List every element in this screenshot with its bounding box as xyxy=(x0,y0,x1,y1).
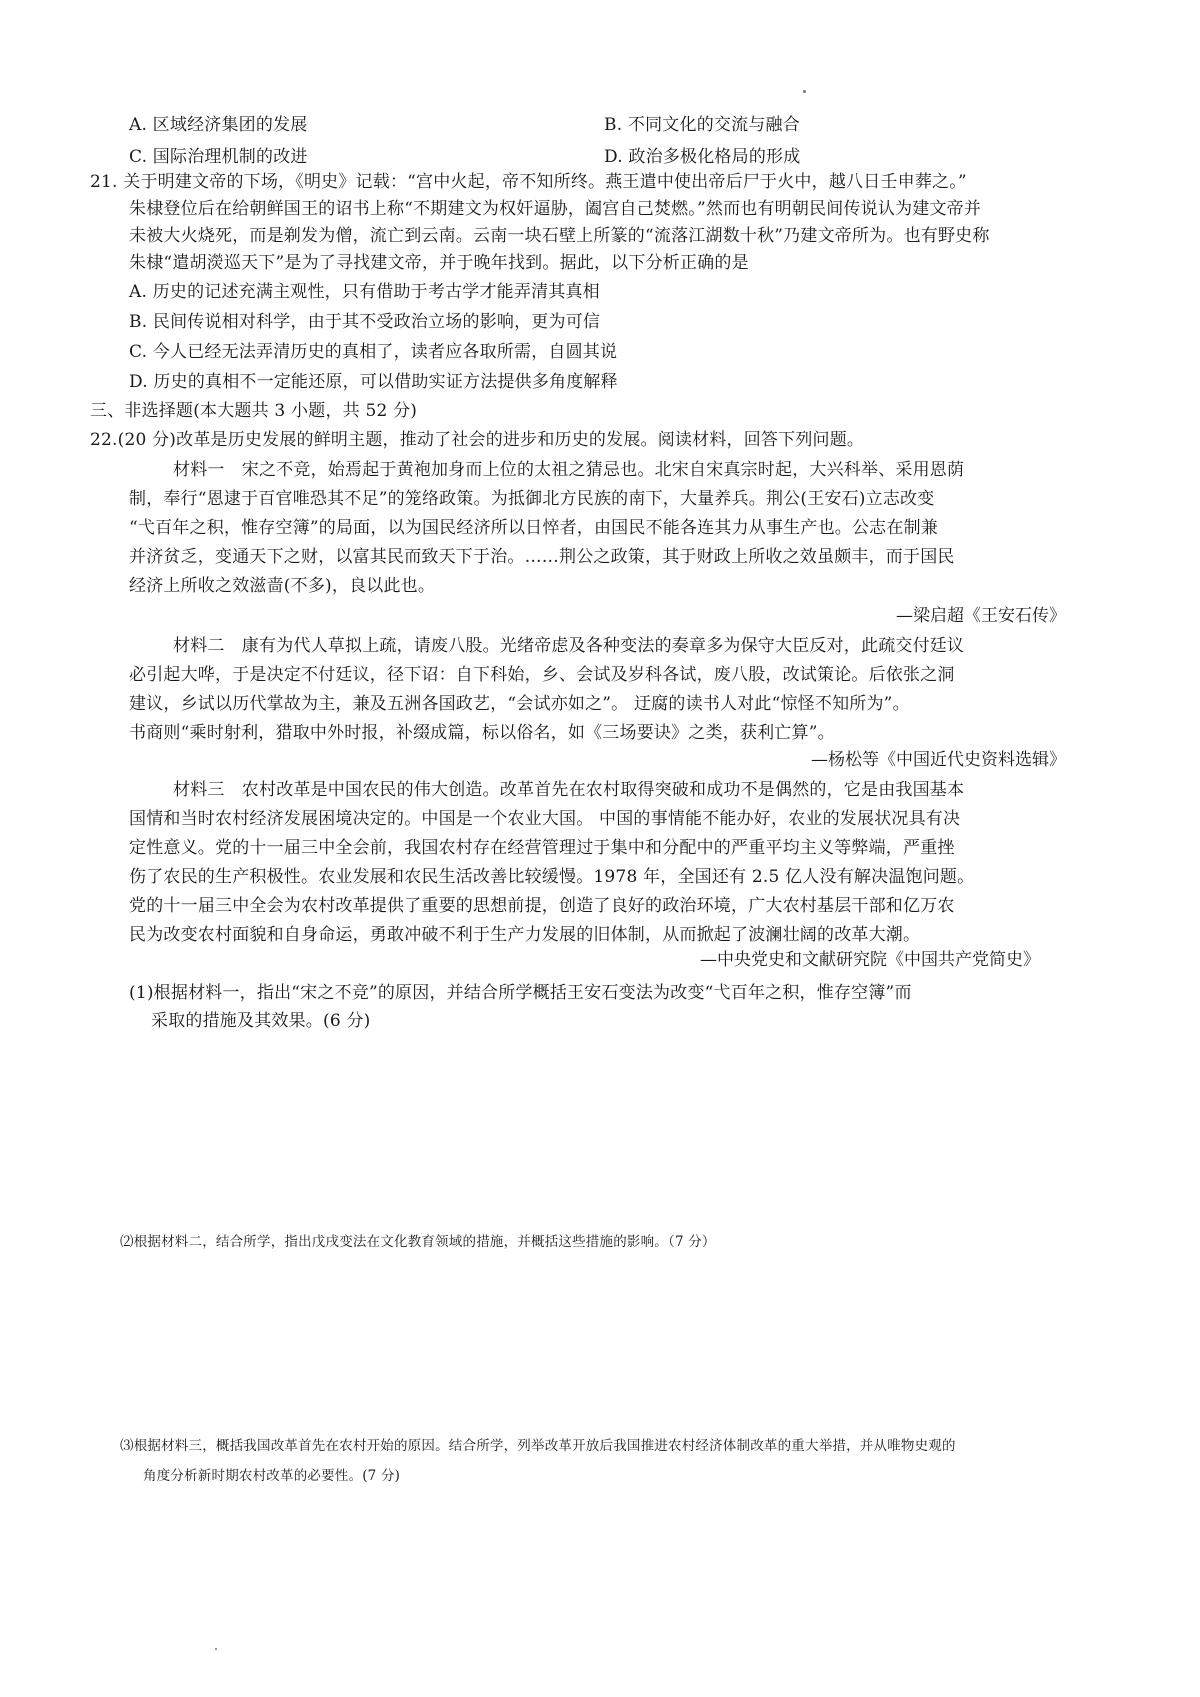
sub-question-3: ⑶根据材料三，概括我国改革首先在农村开始的原因。结合所学，列举改革开放后我国推进农村经济体制改革的重大举措，并从唯物史观的 xyxy=(120,1438,956,1454)
scan-speck xyxy=(803,90,806,93)
material1-line: “弋百年之积，惟存空簿”的局面，以为国民经济所以日悴者，由国民不能各连其力从事生产也。公志在制兼 xyxy=(129,518,938,538)
q20-option-a: A. 区域经济集团的发展 xyxy=(129,115,308,135)
material2-line: 必引起大哗，于是决定不付廷议，径下诏：自下科始，乡、会试及岁科各试，废八股，改试策论。后依张之洞 xyxy=(129,665,955,685)
sub-question-1: (1)根据材料一，指出“宋之不竞”的原因，并结合所学概括王安石变法为改变“弋百年之积，惟存空簿”而 xyxy=(129,983,912,1003)
material3-line: 国情和当时农村经济发展困境决定的。中国是一个农业大国。 中国的事情能不能办好，农业的发展状况具有决 xyxy=(129,809,961,829)
section-title: 三、非选择题(本大题共 3 小题，共 52 分) xyxy=(90,401,418,421)
material3-line: 党的十一届三中全会为农村改革提供了重要的思想前提，创造了良好的政治环境，广大农村基层干部和亿万农 xyxy=(129,896,955,916)
q21-option-d: D. 历史的真相不一定能还原，可以借助实证方法提供多角度解释 xyxy=(129,372,618,392)
material1-line: 制，奉行“恩逮于百官唯恐其不足”的笼络政策。为抵御北方民族的南下，大量养兵。荆公(王安石)立志改变 xyxy=(129,489,935,509)
q20-option-c: C. 国际治理机制的改进 xyxy=(129,147,308,167)
material1-source: —梁启超《王安石传》 xyxy=(896,606,1066,626)
material2-line: 材料二 康有为代人草拟上疏，请废八股。光绪帝虑及各种变法的奏章多为保守大臣反对，此疏交付廷议 xyxy=(173,636,965,656)
q22-intro: 22.(20 分)改革是历史发展的鲜明主题，推动了社会的进步和历史的发展。阅读材料，回答下列问题。 xyxy=(90,430,865,450)
material3-line: 伤了农民的生产积极性。农业发展和农民生活改善比较缓慢。1978 年，全国还有 2.5 亿人没有解决温饱问题。 xyxy=(129,867,975,887)
material2-source: —杨松等《中国近代史资料选辑》 xyxy=(811,750,1066,770)
material3-line: 民为改变农村面貌和自身命运，勇敢冲破不利于生产力发展的旧体制，从而掀起了波澜壮阔的改革大潮。 xyxy=(129,925,921,945)
material3-line: 定性意义。党的十一届三中全会前，我国农村存在经营管理过于集中和分配中的严重平均主义等弊端，严重挫 xyxy=(129,838,955,858)
material3-source: —中央党史和文献研究院《中国共产党简史》 xyxy=(700,950,1040,970)
q20-option-b: B. 不同文化的交流与融合 xyxy=(604,115,800,135)
q21-stem-line: 朱棣登位后在给朝鲜国王的诏书上称“不期建文为权奸逼胁，阖宫自己焚燃。”然而也有明朝民间传说认为建文帝并 xyxy=(129,199,982,219)
material1-line: 材料一 宋之不竞，始焉起于黄袍加身而上位的太祖之猜忌也。北宋自宋真宗时起，大兴科举、采用恩荫 xyxy=(173,460,965,480)
material1-line: 并济贫乏，变通天下之财，以富其民而致天下于治。……荆公之政策，其于财政上所收之效虽颇丰，而于国民 xyxy=(129,547,955,567)
material2-line: 书商则“乘时射利，猎取中外时报，补缀成篇，标以俗名，如《三场要诀》之类，获利亡算”。 xyxy=(129,723,835,743)
sub-question-1-cont: 采取的措施及其效果。(6 分) xyxy=(151,1011,371,1031)
q21-stem-line: 未被大火烧死，而是剃发为僧，流亡到云南。云南一块石壁上所篆的“流落江湖数十秋”乃建文帝所为。也有野史称 xyxy=(129,226,990,246)
sub-question-3-cont: 角度分析新时期农村改革的必要性。(7 分) xyxy=(143,1468,401,1484)
q21-option-a: A. 历史的记述充满主观性，只有借助于考古学才能弄清其真相 xyxy=(129,282,600,302)
material1-line: 经济上所收之效滋啬(不多)，良以此也。 xyxy=(129,576,436,596)
q21-stem-line: 朱棣“遣胡濙巡天下”是为了寻找建文帝，并于晚年找到。据此，以下分析正确的是 xyxy=(129,253,749,273)
q20-option-d: D. 政治多极化格局的形成 xyxy=(604,147,801,167)
q21-option-c: C. 今人已经无法弄清历史的真相了，读者应各取所需，自圆其说 xyxy=(129,342,618,362)
material3-line: 材料三 农村改革是中国农民的伟大创造。改革首先在农村取得突破和成功不是偶然的，它是由我国基本 xyxy=(173,780,965,800)
scan-speck xyxy=(215,1648,217,1650)
material2-line: 建议，乡试以历代掌故为主，兼及五洲各国政艺，“会试亦如之”。 迂腐的读书人对此“惊怪不知所为”。 xyxy=(129,694,910,714)
q21-option-b: B. 民间传说相对科学，由于其不受政治立场的影响，更为可信 xyxy=(129,312,601,332)
sub-question-2: ⑵根据材料二，结合所学，指出戊戌变法在文化教育领域的措施，并概括这些措施的影响。（7 分） xyxy=(120,1234,716,1250)
q21-stem-line: 21. 关于明建文帝的下场，《明史》记载：“宫中火起，帝不知所终。燕王遣中使出帝后尸于火中，越八日壬申葬之。” xyxy=(90,172,967,192)
